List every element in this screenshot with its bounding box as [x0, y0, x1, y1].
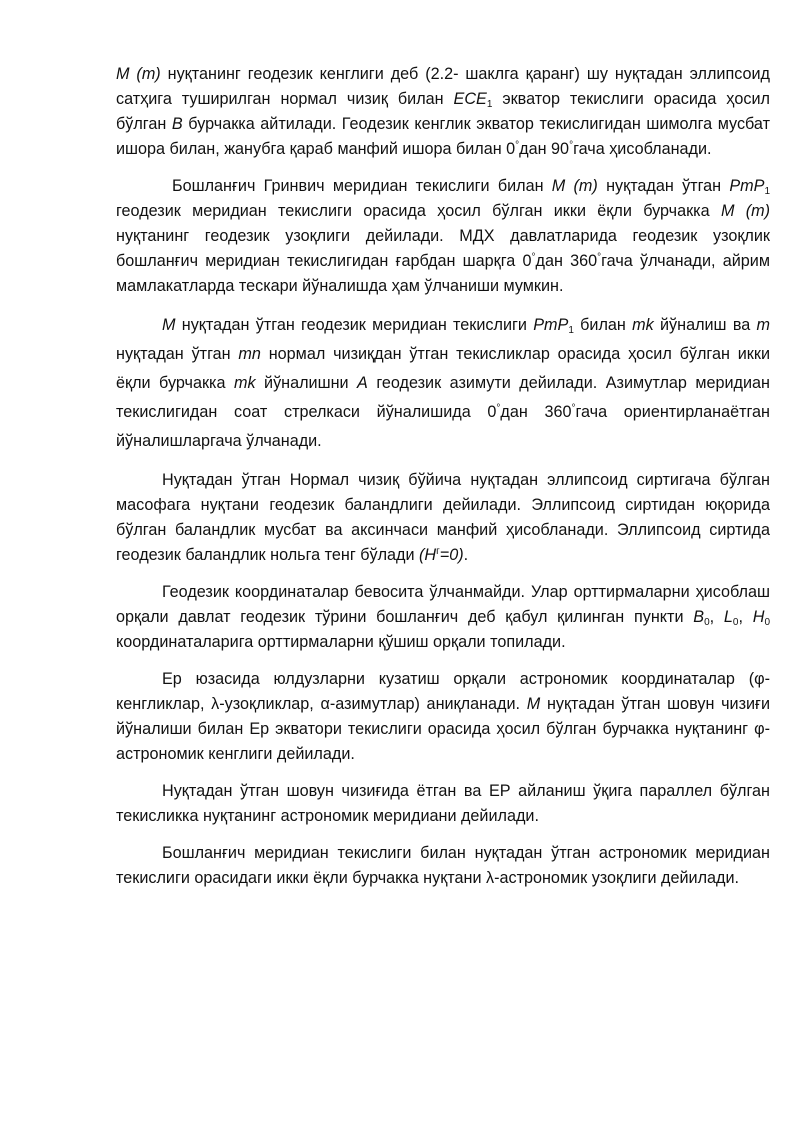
text-segment: нуқтадан ўтган — [116, 345, 239, 363]
text-segment: 1 — [764, 186, 770, 197]
text-segment: M (m) — [116, 65, 161, 83]
text-segment: нуқтадан ўтган шовун чизиғи йўналиши билан Ер экватори текислиги орасида ҳосил бўлган бурчакка нуқтанинг φ-астрономик кенглиги дейилади. — [116, 695, 770, 763]
text-segment: mk — [233, 374, 256, 392]
text-segment: ECE — [453, 90, 487, 108]
text-segment: 1 — [486, 99, 493, 110]
text-segment: 0 — [704, 617, 710, 628]
text-segment: PmP — [533, 316, 569, 334]
text-segment: гача ҳисобланади. — [573, 140, 712, 158]
text-segment: геодезик меридиан текислиги орасида ҳосил бўлган икки ёқли бурчакка — [116, 202, 721, 220]
text-segment: PmP — [729, 177, 765, 195]
paragraph-astronomic-longitude — [116, 841, 770, 891]
text-segment: экватор текислиги орасида ҳосил бўлган — [116, 90, 770, 133]
text-segment: г — [436, 546, 440, 557]
text-segment: ° — [597, 252, 602, 263]
paragraph-geodetic-longitude — [116, 174, 770, 299]
text-segment: нуқтадан ўтган геодезик меридиан текислиги — [175, 316, 534, 334]
text-segment: B — [693, 608, 705, 626]
text-segment: ° — [496, 403, 501, 414]
text-segment: B — [171, 115, 183, 133]
text-segment: ° — [569, 140, 574, 151]
paragraph-coordinates-computation — [116, 580, 770, 655]
text-segment: =0) — [439, 546, 464, 564]
text-segment: нуқтанинг геодезик узоқлиги дейилади. МДХ давлатларида геодезик узоқлик бошланғич меридиан текислигидан ғарбдан шарқга 0 — [116, 227, 770, 270]
text-segment: ° — [515, 140, 520, 151]
document-page — [116, 62, 770, 903]
text-segment: нуқтадан ўтган — [597, 177, 730, 195]
text-segment: 1 — [568, 325, 574, 336]
text-segment: бурчакка айтилади. Геодезик кенглик экватор текислигидан шимолга мусбат ишора билан, жанубга қараб манфий ишора билан 0 — [116, 115, 770, 158]
text-segment: йўналиш ва — [653, 316, 757, 334]
text-segment: 0 — [732, 617, 739, 628]
text-segment: A — [357, 374, 368, 392]
text-segment: 0 — [764, 617, 771, 628]
paragraph-geodetic-height — [116, 468, 770, 568]
text-segment: дан 90 — [519, 140, 570, 158]
text-segment: Нуқтадан ўтган Нормал чизиқ бўйича нуқтадан эллипсоид сиртигача бўлган масофага нуқтани геодезик баландлиги дейилади. Эллипсоид сиртидан юқорида бўлган баландлик мусбат ва аксинчаси манфий ҳисобланади. Эллипсоид сиртида геодезик баландлик нольга тенг бўлади — [116, 471, 770, 564]
text-segment: H — [752, 608, 765, 626]
text-segment: ° — [531, 252, 536, 263]
text-segment: йўналишни — [255, 374, 358, 392]
text-segment: гача ўлчанади, айрим мамлакатларда тескари йўналишда ҳам ўлчаниши мумкин. — [116, 252, 770, 295]
text-segment: нуқтанинг геодезик кенглиги деб (2.2- шаклга қаранг) шу нуқтадан эллипсоид сатҳига туширилган нормал чизиқ билан — [116, 65, 770, 108]
text-segment: координаталарига орттирмаларни қўшиш орқали топилади. — [116, 633, 566, 651]
text-segment: билан — [573, 316, 633, 334]
text-segment: M (m) — [720, 202, 770, 220]
text-segment: L — [723, 608, 733, 626]
paragraph-astronomic-meridian — [116, 779, 770, 829]
text-segment: геодезик азимути дейилади. Азимутлар меридиан текислигидан соат стрелкаси йўналишида 0 — [116, 374, 770, 421]
text-segment: Нуқтадан ўтган шовун чизиғида ётган ва ЕР айланиш ўқига параллел бўлган текисликка нуқтанинг астрономик меридиани дейилади. — [116, 782, 770, 825]
text-segment: mn — [238, 345, 261, 363]
text-segment: дан 360 — [500, 403, 572, 421]
text-segment: M — [162, 316, 176, 334]
text-segment: Бошланғич Гринвич меридиан текислиги билан — [172, 177, 552, 195]
text-segment: . — [463, 546, 469, 564]
text-segment: гача ориентирланаётган йўналишларгача ўлчанади. — [116, 403, 770, 450]
text-segment: , — [738, 608, 753, 626]
text-segment: Геодезик координаталар бевосита ўлчанмайди. Улар орттирмаларни ҳисоблаш орқали давлат геодезик тўрини бошланғич деб қабул қилинган пункти — [116, 583, 770, 626]
text-segment: нормал чизиқдан ўтган текисликлар орасида ҳосил бўлган икки ёқли бурчакка — [116, 345, 770, 392]
text-segment: (H — [419, 546, 437, 564]
text-segment: Ер юзасида юлдузларни кузатиш орқали астрономик координаталар (φ-кенгликлар, λ-узоқликлар, α-азимутлар) аниқланади. — [116, 670, 770, 713]
paragraph-astronomic-latitude — [116, 667, 770, 767]
paragraph-geodetic-latitude — [116, 62, 770, 162]
paragraph-geodetic-azimuth — [116, 311, 770, 456]
text-segment: , — [709, 608, 724, 626]
text-segment: mk — [632, 316, 654, 334]
text-segment: M — [526, 695, 541, 713]
text-segment: M (m) — [551, 177, 598, 195]
text-segment: ° — [571, 403, 576, 414]
text-segment: дан 360 — [535, 252, 598, 270]
text-segment: Бошланғич меридиан текислиги билан нуқтадан ўтган астрономик меридиан текислиги орасидаги икки ёқли бурчакка нуқтани λ-астрономик узоқлиги дейилади. — [116, 844, 770, 887]
text-segment: m — [756, 316, 771, 334]
